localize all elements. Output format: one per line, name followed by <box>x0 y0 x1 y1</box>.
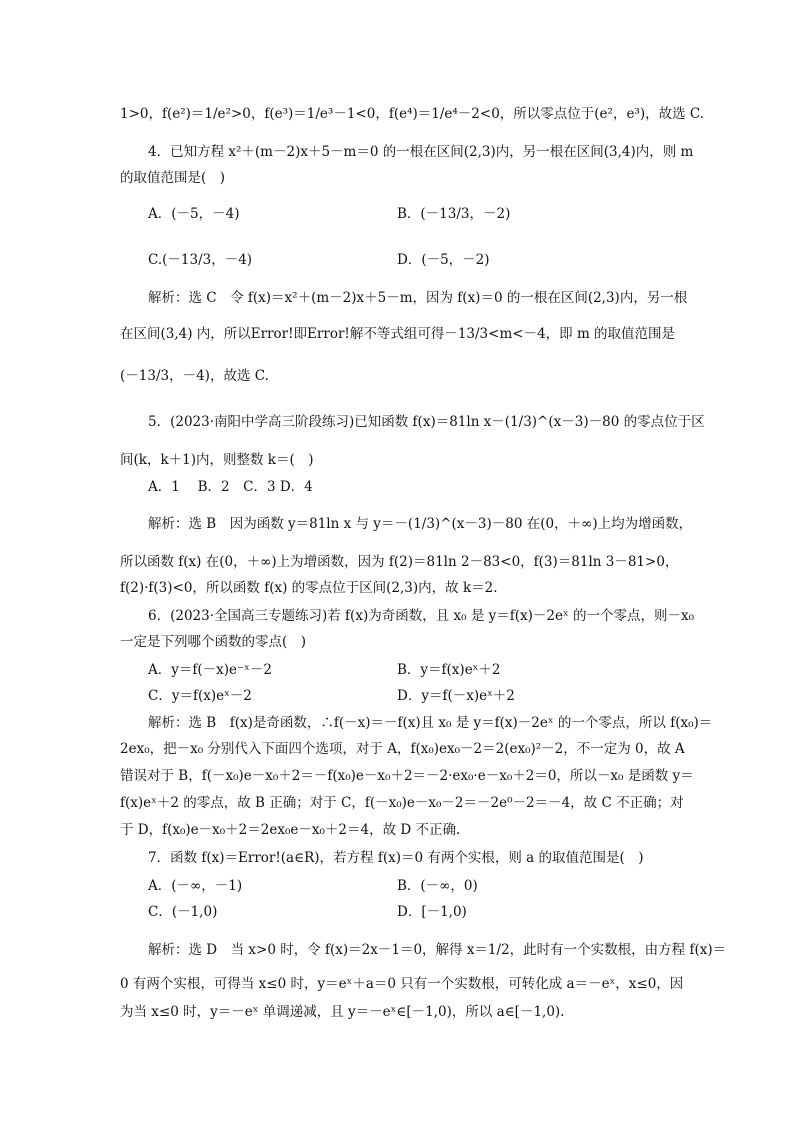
q6-solution-4: f(x)eˣ＋2 的零点，故 B 正确；对于 C，f(－x₀)e－x₀－2＝－2e⁰－2＝－4，故 C 不正确；对 <box>120 795 684 811</box>
q4-option-b: B．(－13/3，－2) <box>397 206 511 222</box>
q5-solution-end: f(2)·f(3)<0，所以函数 f(x) 的零点位于区间(2,3)内，故 k＝2. <box>120 580 498 596</box>
q7-solution-2: 0 有两个实根，可得当 x≤0 时，y＝eˣ＋a＝0 只有一个实数根，可转化成 a＝－eˣ，x≤0，因 <box>120 976 684 992</box>
q6-option-b: B．y＝f(x)eˣ＋2 <box>397 662 501 678</box>
q5-solution-cont: 所以函数 f(x) 在(0，＋∞)上为增函数，因为 f(2)＝81ln 2－83<0，f(3)＝81ln 3－81>0， <box>120 554 679 570</box>
q4-solution-end: (－13/3，－4)，故选 C. <box>120 368 269 384</box>
q5-options: A．1 B．2 C．3 D．4 <box>148 479 313 495</box>
q6-solution: 解析：选 B f(x)是奇函数，∴f(－x)＝－f(x)且 x₀ 是 y＝f(x)－2eˣ 的一个零点，所以 f(x₀)＝ <box>148 715 713 731</box>
q7-option-a: A．(－∞，－1) <box>148 878 243 894</box>
q7-option-d: D．[－1,0) <box>397 904 467 920</box>
q7-option-b: B．(－∞，0) <box>397 878 478 894</box>
q5-solution: 解析：选 B 因为函数 y＝81ln x 与 y＝－(1/3)^(x－3)－80 在(0，＋∞)上均为增函数， <box>148 516 693 532</box>
q4-option-d: D．(－5，－2) <box>397 252 490 268</box>
q6-option-d: D．y＝f(－x)eˣ＋2 <box>397 688 515 704</box>
q4-stem: 4．已知方程 x²＋(m－2)x＋5－m＝0 的一根在区间(2,3)内，另一根在区间(3,4)内，则 m <box>148 144 694 160</box>
q6-option-c: C．y＝f(x)eˣ－2 <box>148 688 252 704</box>
q6-solution-3: 错误对于 B，f(－x₀)e－x₀＋2＝－f(x₀)e－x₀＋2＝－2·ex₀·e－x₀＋2＝0，所以－x₀ 是函数 y＝ <box>120 768 694 784</box>
q6-solution-2: 2ex₀，把－x₀ 分别代入下面四个选项，对于 A，f(x₀)ex₀－2＝2(ex₀)²－2，不一定为 0，故 A <box>120 741 685 757</box>
q6-stem: 6．(2023·全国高三专题练习)若 f(x)为奇函数，且 x₀ 是 y＝f(x)－2eˣ 的一个零点，则－x₀ <box>148 608 694 624</box>
q4-solution-cont: 在区间(3,4) 内，所以Error!即Error!解不等式组可得－13/3<m<－4，即 m 的取值范围是 <box>120 326 676 342</box>
q4-option-a: A．(－5，－4) <box>148 206 240 222</box>
q5-stem-cont: 间(k，k＋1)内，则整数 k＝( ) <box>120 452 314 468</box>
q4-solution: 解析：选 C 令 f(x)＝x²＋(m－2)x＋5－m，因为 f(x)＝0 的一根在区间(2,3)内，另一根 <box>148 290 688 306</box>
q3-solution-tail: 1>0，f(e²)＝1/e²>0，f(e³)＝1/e³－1<0，f(e⁴)＝1/e⁴－2<0，所以零点位于(e²，e³)，故选 C. <box>120 106 705 122</box>
q6-stem-cont: 一定是下列哪个函数的零点( ) <box>120 634 307 650</box>
q4-option-c: C.(－13/3，－4) <box>148 252 253 268</box>
q6-option-a: A．y＝f(－x)e⁻ˣ－2 <box>148 662 272 678</box>
q7-option-c: C．(－1,0) <box>148 904 218 920</box>
q5-stem: 5．(2023·南阳中学高三阶段练习)已知函数 f(x)＝81ln x－(1/3)^(x－3)－80 的零点位于区 <box>148 414 705 430</box>
q7-solution-3: 为当 x≤0 时，y＝－eˣ 单调递减，且 y＝－eˣ∈[－1,0)，所以 a∈[－1,0). <box>120 1004 565 1020</box>
q6-solution-5: 于 D，f(x₀)e－x₀＋2＝2ex₀e－x₀＋2＝4，故 D 不正确. <box>120 822 461 838</box>
q4-stem-cont: 的取值范围是( ) <box>120 170 226 186</box>
q7-stem: 7．函数 f(x)＝Error!(a∈R)，若方程 f(x)＝0 有两个实根，则 a 的取值范围是( ) <box>148 850 644 866</box>
q7-solution: 解析：选 D 当 x>0 时，令 f(x)＝2x－1＝0，解得 x＝1/2，此时有一个实数根，由方程 f(x)＝ <box>148 942 727 958</box>
